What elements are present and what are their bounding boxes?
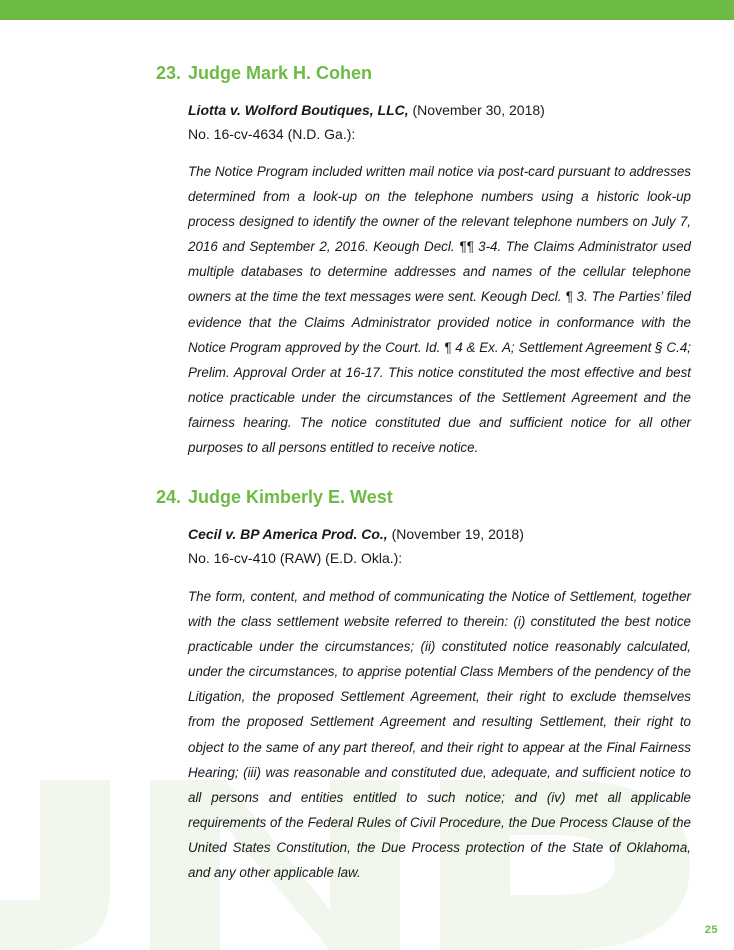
case-docket: No. 16-cv-4634 (N.D. Ga.):	[188, 126, 356, 142]
entry-heading	[156, 62, 696, 84]
case-date: (November 30, 2018)	[412, 102, 545, 118]
judge-name: Judge Mark H. Cohen	[188, 63, 373, 83]
quote-text: The form, content, and method of communicating the Notice of Settlement, together with the class settlement website referred to therein: (i) constituted the best notice practicable under the circumstances; (ii) constituted notice reasonably calculated, under the circumstances, to apprise potential Class Members of the pendency of the Litigation, the proposed Settlement Agreement, their right to exclude themselves from the proposed Settlement Agreement and resulting Settlement, their right to object to the same of any part thereof, and their right to appear at the Final Fairness Hearing; (iii) was reasonable and constituted due, adequate, and sufficient notice to all persons and entities entitled to such notice; and (iv) met all applicable requirements of the Federal Rules of Civil Procedure, the Due Process Clause of the United States Constitution, the Due Process protection of the State of Oklahoma, and any other applicable law.	[188, 589, 691, 881]
case-name: Cecil v. BP America Prod. Co.,	[188, 526, 388, 542]
case-citation	[188, 524, 698, 544]
judge-name: Judge Kimberly E. West	[188, 487, 393, 507]
entry-heading	[156, 486, 696, 508]
case-name: Liotta v. Wolford Boutiques, LLC,	[188, 102, 409, 118]
entry-number: 23.	[156, 63, 182, 83]
entry-number: 24.	[156, 487, 182, 507]
case-docket: No. 16-cv-410 (RAW) (E.D. Okla.):	[188, 550, 403, 566]
case-citation	[188, 100, 698, 120]
quote-text: The Notice Program included written mail notice via post-card pursuant to addresses determined from a look-up on the telephone numbers using a historic look-up process designed to identify the owner of the relevant telephone numbers on July 7, 2016 and September 2, 2016. Keough Decl. ¶¶ 3-4. The Claims Administrator used multiple databases to determine addresses and names of the cellular telephone owners at the time the text messages were sent. Keough Decl. ¶ 3. The Parties’ filed evidence that the Claims Administrator provided notice in conformance with the Notice Program approved by the Court. Id. ¶ 4 & Ex. A; Settlement Agreement § C.4; Prelim. Approval Order at 16-17. This notice constituted the most effective and best notice practicable under the circumstances of the Settlement Agreement and the fairness hearing. The notice constituted due and sufficient notice for all other purposes to all persons entitled to receive notice.	[188, 164, 691, 456]
page-number: 25	[704, 924, 718, 936]
top-accent-bar	[0, 0, 734, 20]
case-date: (November 19, 2018)	[391, 526, 524, 542]
